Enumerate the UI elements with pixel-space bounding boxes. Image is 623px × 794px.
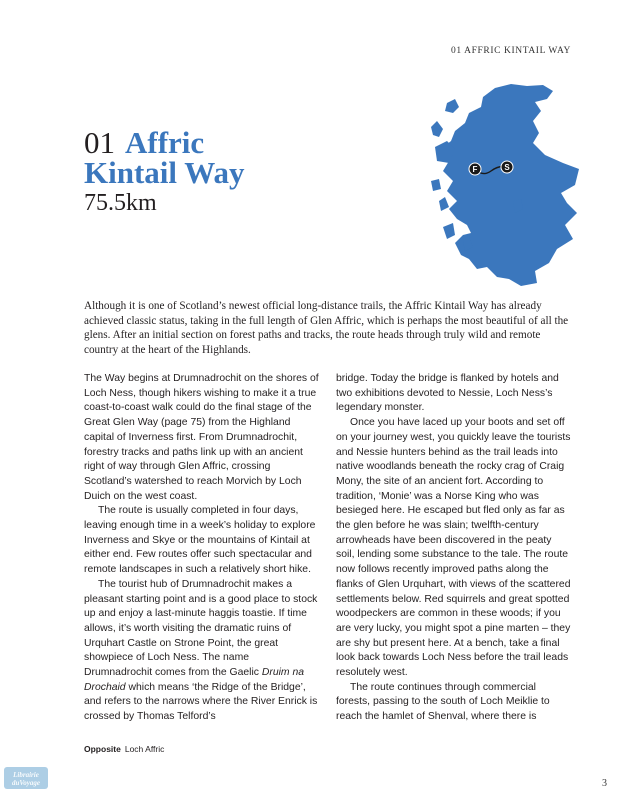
svg-text:duVoyage: duVoyage <box>12 779 40 787</box>
body-text: The tourist hub of Drumnadrochit makes a pleasant starting point and is a good place to stock up and enjoy a last-minute haggis toastie. If time allows, it’s worth visiting the dramatic ruins of Urquhart Castle on Strone Point, the great showpiece of Loch Ness. The name Drumnadrochit comes from the Gaelic <box>84 578 318 679</box>
body-paragraph: The route continues through commercial forests, passing to the south of Loch Meiklie to reach the hamlet of Shenval, where there is <box>336 681 550 723</box>
caption-text: Loch Affric <box>124 744 165 754</box>
route-number: 01 <box>84 125 115 160</box>
body-paragraph: bridge. Today the bridge is flanked by hotels and two exhibitions devoted to Nessie, Loch Ness’s legendary monster. <box>336 373 559 414</box>
body-paragraph: Once you have laced up your boots and set off on your journey west, you quickly leave the tourists and Nessie hunters behind as the trail leads into native woodlands beneath the rocky crag of Craig Mony, the site of an ancient fort. According to tradition, ‘Monie’ was a Norse King who was besieged here. He escaped but fled only as far as the glen before he was slain; twelfth-century arrowheads have been discovered in the peaty soil, lending some substance to the tale. The route now follows recently improved paths along the flanks of Glen Urquhart, with views of the scattered settlements below. Red squirrels and great spotted woodpeckers are common in these woods; if you are very lucky, you might spot a pine marten – they are shy but present here. At a bench, take a final look back towards Loch Ness before the trail leads resolutely west. <box>336 417 571 679</box>
route-title <box>84 125 245 216</box>
svg-text:Librairie: Librairie <box>13 771 39 779</box>
gaelic-name: Druim na Drochaid <box>84 667 305 693</box>
end-marker-label: S <box>504 163 510 172</box>
running-head: 01 AFFRIC KINTAIL WAY <box>451 46 571 56</box>
body-paragraph <box>84 578 320 725</box>
scotland-landmass <box>431 84 579 286</box>
page-number: 3 <box>602 778 607 789</box>
body-column-left <box>84 372 320 725</box>
body-paragraph: The route is usually completed in four days, leaving enough time in a week’s holiday to explore Inverness and Skye or the mountains of Kintail at either end. Few routes offer such spectacular and remote landscapes in such a relatively short hike. <box>84 505 316 576</box>
route-name-line-2: Kintail Way <box>84 155 245 190</box>
librairie-du-voyage-watermark <box>2 762 50 792</box>
route-distance: 75.5km <box>84 190 157 216</box>
photo-caption <box>84 744 164 754</box>
body-column-right <box>336 372 572 725</box>
title-line-1 <box>84 125 245 160</box>
route-name-line-1: Affric <box>125 125 205 160</box>
start-marker-label: F <box>472 165 478 174</box>
scotland-route-map <box>425 83 583 288</box>
body-text: which means ‘the Ridge of the Bridge’, and refers to the narrows where the River Enrick is crossed by Thomas Telford’s <box>84 681 318 723</box>
body-paragraph: The Way begins at Drumnadrochit on the shores of Loch Ness, though hikers wishing to make it a true coast-to-coast walk could do the final stage of the Great Glen Way (page 75) from the Highland capital of Inverness first. From Drumnadrochit, forestry tracks and paths link up with an ancient right of way through Glen Affric, crossing Scotland’s watershed to reach Morvich by Loch Duich on the west coast. <box>84 373 319 502</box>
intro-paragraph: Although it is one of Scotland’s newest official long-distance trails, the Affric Kintail Way has already achieved classic status, taking in the full length of Glen Affric, which is perhaps the most beautiful of all the glens. After an initial section on forest paths and tracks, the route heads through truly wild and remote country at the heart of the Highlands. <box>84 300 569 356</box>
caption-label: Opposite <box>84 744 121 754</box>
